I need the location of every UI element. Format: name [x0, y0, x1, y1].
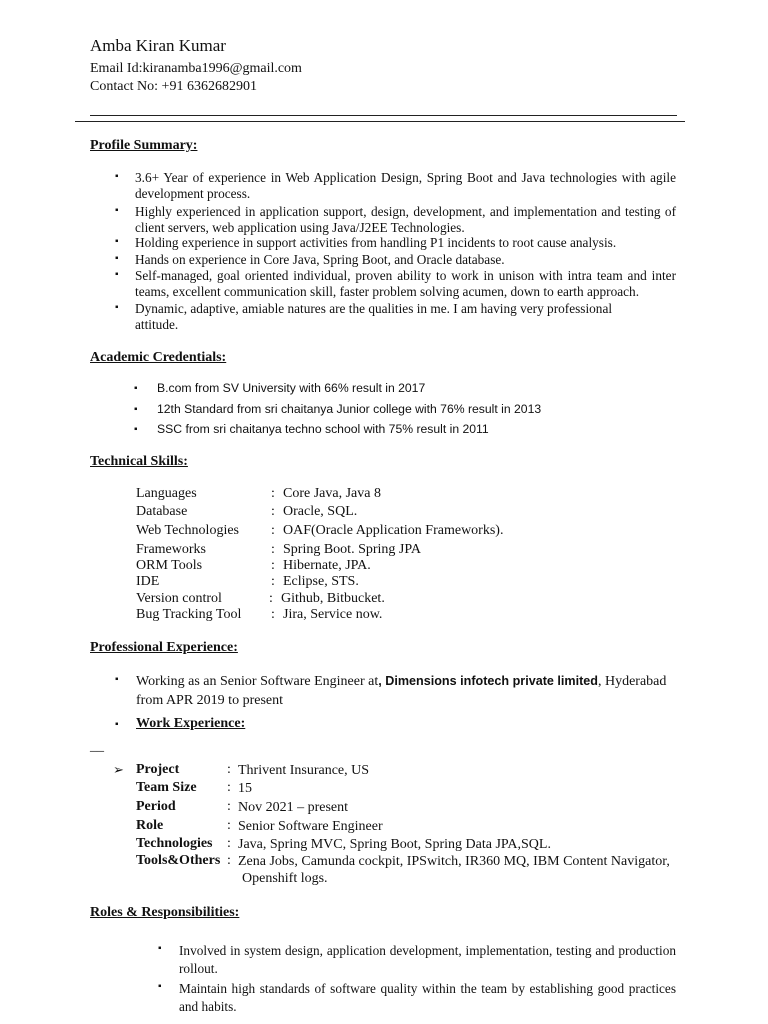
skill-colon: : [269, 591, 273, 606]
project-label: Project [136, 762, 180, 777]
bullet-icon: ▪ [115, 171, 119, 182]
profile-item: Self-managed, goal oriented individual, proven ability to work in unison with intra team and inter teams, excellent communication skill, faster problem solving acumen, down to earth approach. [135, 268, 676, 299]
skill-label: Database [136, 504, 188, 519]
skill-label: Frameworks [136, 542, 206, 557]
bullet-icon: ▪ [134, 383, 138, 394]
working-prefix: Working as an Senior Software Engineer at [136, 674, 379, 689]
working-statement [136, 672, 681, 710]
tools-value: Zena Jobs, Camunda cockpit, IPSwitch, IR360 MQ, IBM Content Navigator, [238, 854, 670, 869]
email-line: Email Id:kiranamba1996@gmail.com [90, 61, 302, 76]
professional-experience-heading: Professional Experience: [90, 640, 238, 655]
candidate-name: Amba Kiran Kumar [90, 36, 226, 55]
skill-label: Languages [136, 486, 197, 501]
academic-item: SSC from sri chaitanya techno school with 75% result in 2011 [157, 422, 489, 436]
skill-colon: : [271, 542, 275, 557]
dash-marker: __ [90, 739, 104, 754]
working-period: from APR 2019 to present [136, 693, 283, 708]
profile-item: 3.6+ Year of experience in Web Application Design, Spring Boot and Java technologies with agile development process. [135, 170, 676, 201]
divider-bottom [75, 121, 685, 122]
bullet-icon: ▪ [158, 943, 162, 954]
bullet-icon: ▪ [115, 719, 119, 730]
work-experience-heading: Work Experience: [136, 716, 246, 731]
divider-top [90, 115, 677, 116]
project-colon: : [227, 780, 231, 795]
bullet-icon: ▪ [158, 981, 162, 992]
skill-value: Eclipse, STS. [283, 574, 359, 589]
role-item: Maintain high standards of software quality within the team by establishing good practices and habits. [179, 981, 676, 1014]
project-colon: : [227, 836, 231, 851]
bullet-icon: ▪ [134, 424, 138, 435]
skill-label: IDE [136, 574, 160, 589]
skill-value: OAF(Oracle Application Frameworks). [283, 523, 504, 538]
skill-label: Bug Tracking Tool [136, 607, 242, 622]
tools-label: Tools&Others [136, 853, 221, 868]
skill-label: Web Technologies [136, 523, 239, 538]
profile-summary-heading: Profile Summary: [90, 138, 198, 153]
bullet-icon: ▪ [115, 674, 119, 685]
bullet-icon: ▪ [115, 253, 119, 264]
skill-colon: : [271, 607, 275, 622]
skill-value: Github, Bitbucket. [281, 591, 385, 606]
bullet-icon: ▪ [134, 404, 138, 415]
project-colon: : [227, 799, 231, 814]
profile-item: Hands on experience in Core Java, Spring Boot, and Oracle database. [135, 252, 505, 267]
bullet-icon: ▪ [115, 205, 119, 216]
team-size-label: Team Size [136, 780, 197, 795]
company-name: , Dimensions infotech private limited [378, 674, 598, 688]
role-item: Involved in system design, application development, implementation, testing and production rollout. [179, 943, 676, 976]
contact-line: Contact No: +91 6362682901 [90, 79, 257, 94]
profile-item: Dynamic, adaptive, amiable natures are the qualities in me. I am having very professional attitude. [135, 301, 613, 332]
skill-colon: : [271, 523, 275, 538]
profile-item: Highly experienced in application support, design, development, and implementation and testing of client servers, web application using Java/J2EE Technologies. [135, 204, 676, 235]
team-size-value: 15 [238, 781, 252, 796]
skill-value: Core Java, Java 8 [283, 486, 381, 501]
period-value: Nov 2021 – present [238, 800, 349, 815]
period-label: Period [136, 799, 176, 814]
tools-value-continued: Openshift logs. [242, 871, 328, 886]
technical-skills-heading: Technical Skills: [90, 454, 188, 469]
project-value: Thrivent Insurance, US [238, 763, 370, 778]
skill-colon: : [271, 504, 275, 519]
role-label: Role [136, 818, 164, 833]
project-colon: : [227, 762, 231, 777]
technologies-label: Technologies [136, 836, 213, 851]
bullet-icon: ▪ [115, 269, 119, 280]
bullet-icon: ▪ [115, 302, 119, 313]
skill-label: Version control [136, 591, 222, 606]
skill-value: Hibernate, JPA. [283, 558, 371, 573]
role-value: Senior Software Engineer [238, 819, 383, 834]
roles-heading: Roles & Responsibilities: [90, 905, 240, 920]
working-location: , Hyderabad [597, 674, 667, 689]
skill-value: Jira, Service now. [283, 607, 383, 622]
skill-label: ORM Tools [136, 558, 203, 573]
skill-value: Spring Boot. Spring JPA [283, 542, 421, 557]
skill-colon: : [271, 558, 275, 573]
technologies-value: Java, Spring MVC, Spring Boot, Spring Data JPA,SQL. [238, 837, 551, 852]
academic-heading: Academic Credentials: [90, 350, 227, 365]
skill-value: Oracle, SQL. [283, 504, 358, 519]
project-colon: : [227, 853, 231, 868]
skill-colon: : [271, 486, 275, 501]
skill-colon: : [271, 574, 275, 589]
project-colon: : [227, 818, 231, 833]
arrow-bullet-icon: ➢ [113, 762, 124, 777]
bullet-icon: ▪ [115, 236, 119, 247]
academic-item: 12th Standard from sri chaitanya Junior college with 76% result in 2013 [157, 402, 542, 416]
profile-item: Holding experience in support activities from handling P1 incidents to root cause analysis. [135, 235, 617, 250]
academic-item: B.com from SV University with 66% result in 2017 [157, 381, 426, 395]
